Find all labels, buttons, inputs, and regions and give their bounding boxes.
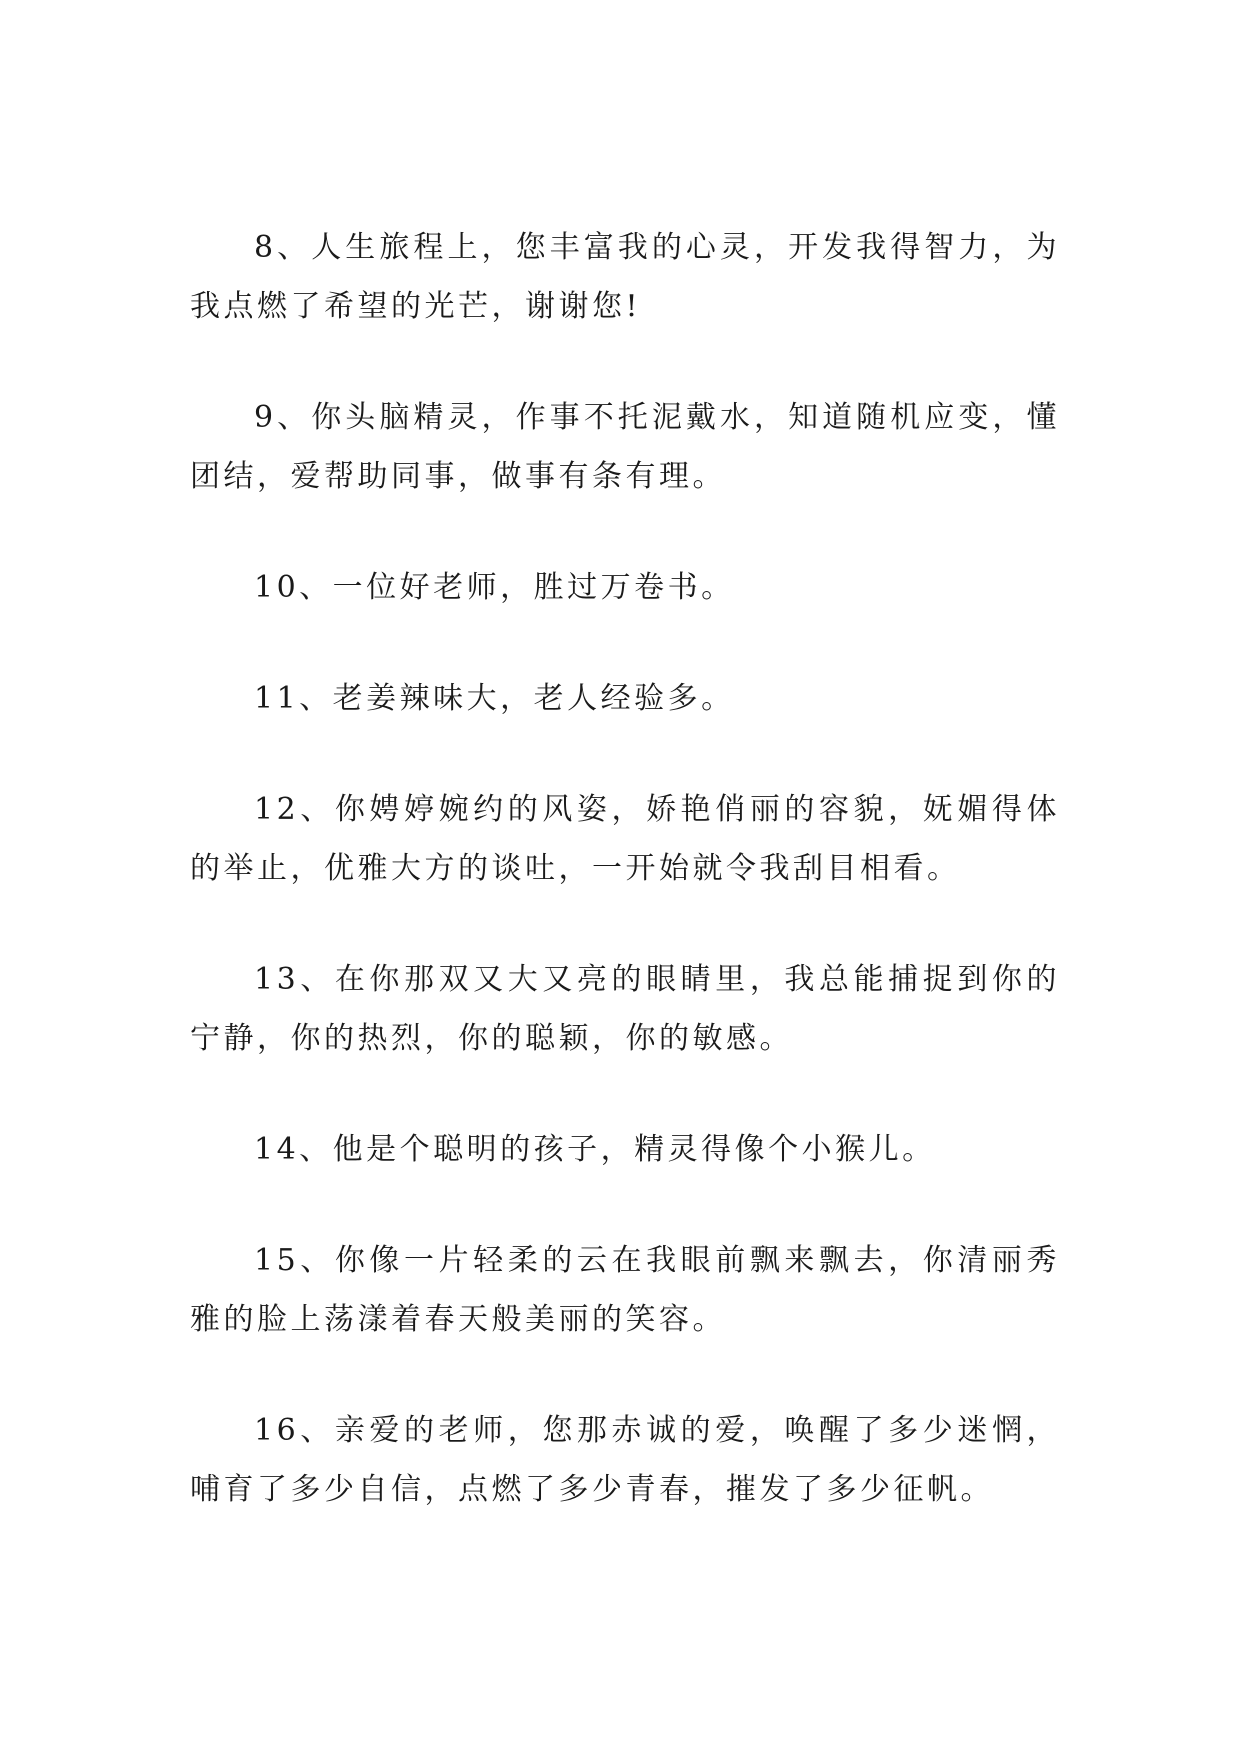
paragraph-10: 10、一位好老师，胜过万卷书。 — [254, 570, 735, 605]
paragraph-15: 15、你像一片轻柔的云在我眼前飘来飘去，你清丽秀雅的脸上荡漾着春天般美丽的笑容。 — [190, 1243, 1060, 1337]
paragraph-13: 13、在你那双又大又亮的眼睛里，我总能捕捉到你的宁静，你的热烈，你的聪颖，你的敏感。 — [190, 962, 1060, 1056]
paragraph-9: 9、你头脑精灵，作事不托泥戴水，知道随机应变，懂团结，爱帮助同事，做事有条有理。 — [190, 400, 1060, 494]
paragraph-8: 8、人生旅程上，您丰富我的心灵，开发我得智力，为我点燃了希望的光芒，谢谢您! — [190, 230, 1060, 324]
paragraph-11: 11、老姜辣味大，老人经验多。 — [254, 681, 735, 716]
paragraph-12: 12、你娉婷婉约的风姿，娇艳俏丽的容貌，妩媚得体的举止，优雅大方的谈吐，一开始就令我刮目相看。 — [190, 792, 1060, 886]
document-body — [190, 218, 1060, 1571]
paragraph-16: 16、亲爱的老师，您那赤诚的爱，唤醒了多少迷惘，哺育了多少自信，点燃了多少青春，摧发了多少征帆。 — [190, 1413, 1060, 1507]
paragraph-14: 14、他是个聪明的孩子，精灵得像个小猴儿。 — [254, 1132, 936, 1167]
